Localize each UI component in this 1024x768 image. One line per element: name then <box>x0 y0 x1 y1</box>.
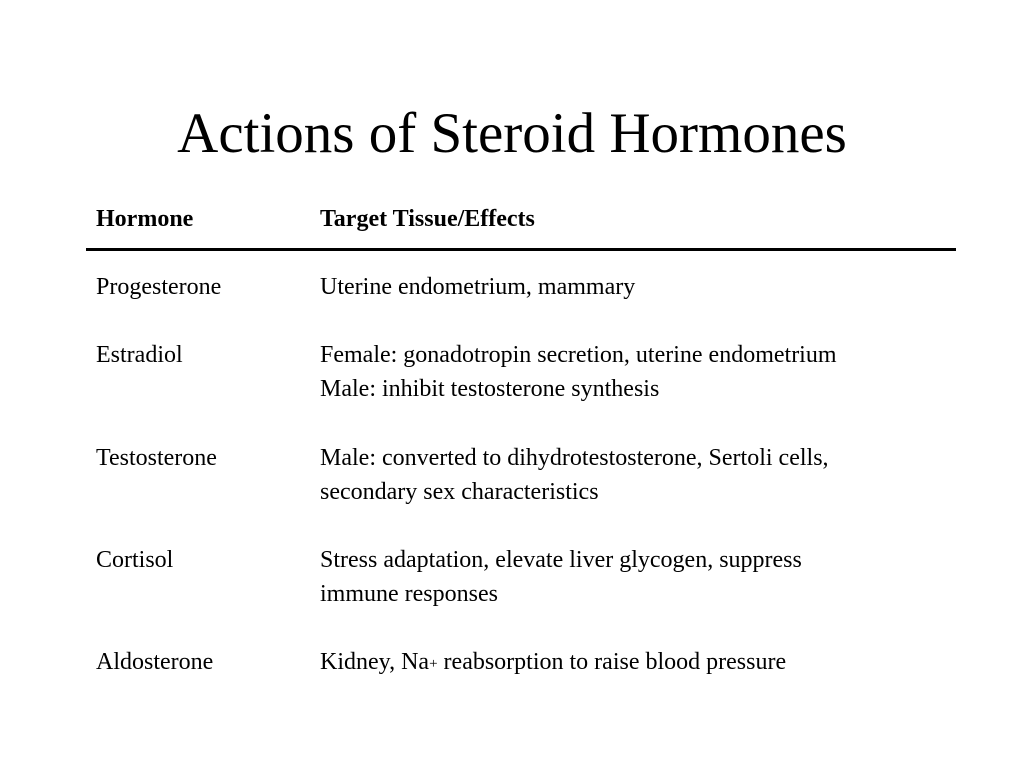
row-estradiol-effects <box>320 338 837 406</box>
header-divider <box>86 248 956 251</box>
row-aldosterone-effects <box>320 645 786 679</box>
slide-title: Actions of Steroid Hormones <box>177 102 847 165</box>
effect-line: Stress adaptation, elevate liver glycogen, suppress <box>320 547 802 573</box>
effect-line: Uterine endometrium, mammary <box>320 274 636 300</box>
row-cortisol-effects <box>320 543 802 611</box>
row-estradiol-hormone: Estradiol <box>96 342 183 368</box>
effect-line: Male: inhibit testosterone synthesis <box>320 376 660 402</box>
effect-text-suffix: reabsorption to raise blood pressure <box>437 649 787 675</box>
effect-line: Female: gonadotropin secretion, uterine endometrium <box>320 342 837 368</box>
effect-text-prefix: Kidney, Na <box>320 649 430 675</box>
column-header-target-tissue-effects: Target Tissue/Effects <box>320 206 535 232</box>
row-progesterone-effects <box>320 270 635 304</box>
column-header-hormone: Hormone <box>96 206 194 232</box>
effect-line: Male: converted to dihydrotestosterone, Sertoli cells, <box>320 445 829 471</box>
effect-line: secondary sex characteristics <box>320 479 599 505</box>
row-aldosterone-hormone: Aldosterone <box>96 649 214 675</box>
row-cortisol-hormone: Cortisol <box>96 547 174 573</box>
row-testosterone-hormone: Testosterone <box>96 445 217 471</box>
sodium-charge-superscript: + <box>429 656 438 672</box>
row-progesterone-hormone: Progesterone <box>96 274 222 300</box>
row-testosterone-effects <box>320 441 829 509</box>
effect-line: immune responses <box>320 581 498 607</box>
